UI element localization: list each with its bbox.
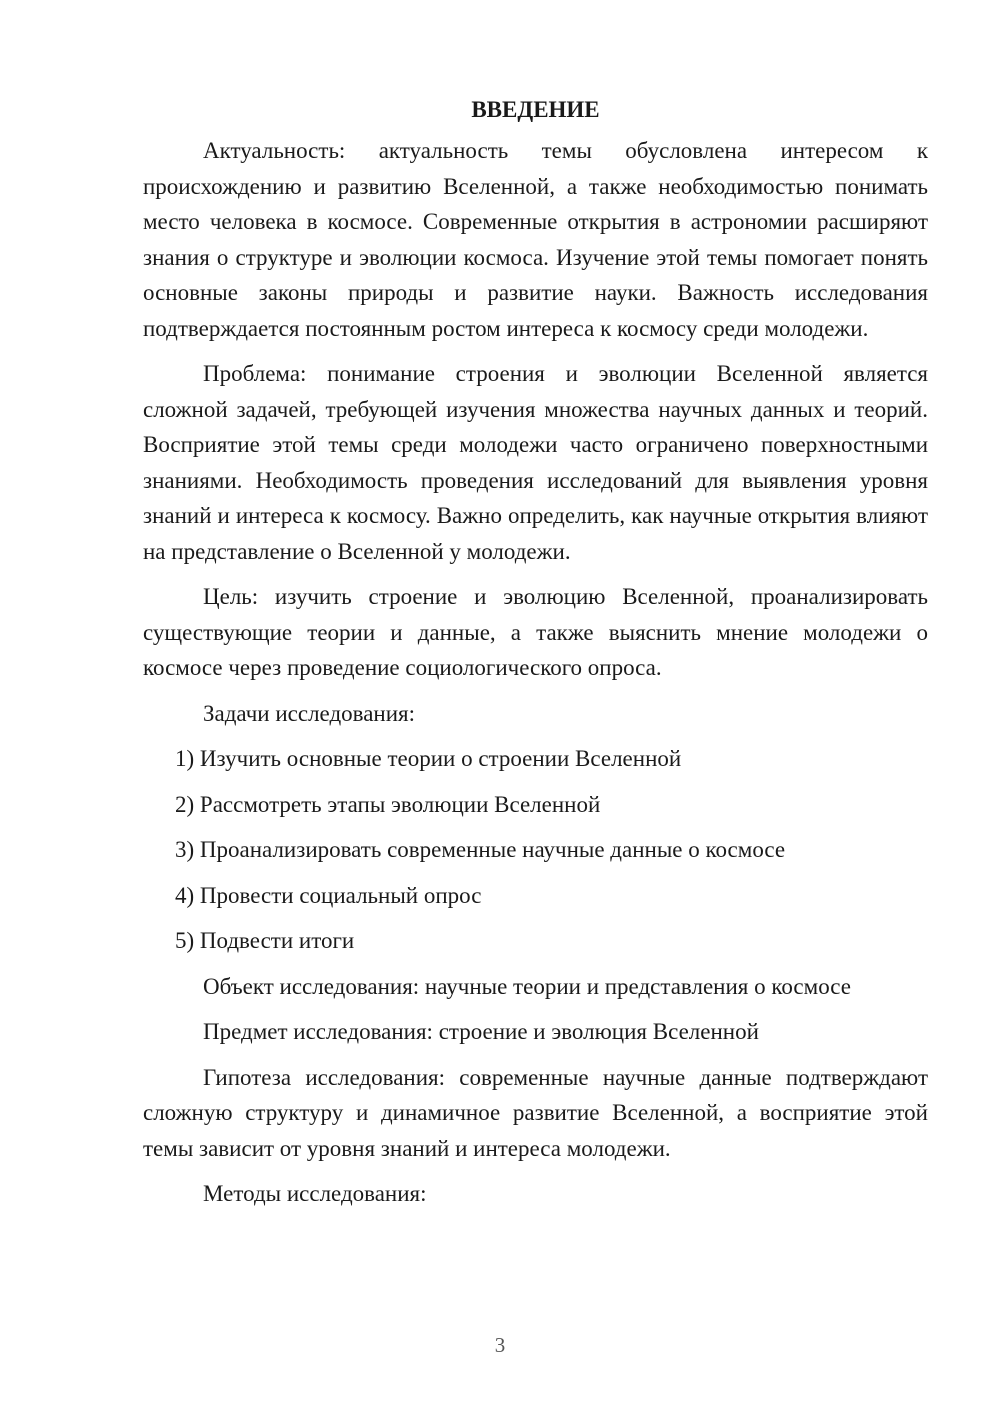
page-number: 3 [494,1333,506,1357]
problem-paragraph: Проблема: понимание строения и эволюции Вселенной является сложной задачей, требующей изучения множества научных данных и теорий. Восприятие этой темы среди молодежи часто ограничено поверхностными знаниями. Необходимость проведения исследований для выявления уровня знаний и интереса к космосу. Важно определить, как научные открытия влияют на представление о Вселенной у молодежи. [143,361,928,564]
relevance-paragraph: Актуальность: актуальность темы обусловлена интересом к происхождению и развитию Вселенной, а также необходимостью понимать место человека в космосе. Современные открытия в астрономии расширяют знания о структуре и эволюции космоса. Изучение этой темы помогает понять основные законы природы и развитие науки. Важность исследования подтверждается постоянным ростом интереса к космосу среди молодежи. [143,138,928,341]
methods-heading: Методы исследования: [203,1181,427,1206]
document-page [143,95,928,1222]
list-item: 3) Проанализировать современные научные данные о космосе [175,837,786,862]
tasks-list [143,741,928,959]
list-item: 2) Рассмотреть этапы эволюции Вселенной [175,791,601,817]
list-item: 4) Провести социальный опрос [175,882,482,908]
research-subject: Предмет исследования: строение и эволюция Вселенной [203,1019,759,1044]
research-object: Объект исследования: научные теории и представления о космосе [203,973,851,999]
page-title: ВВЕДЕНИЕ [471,97,600,122]
hypothesis-paragraph: Гипотеза исследования: современные научные данные подтверждают сложную структуру и динамичное развитие Вселенной, а восприятие этой темы зависит от уровня знаний и интереса молодежи. [143,1064,928,1161]
tasks-heading: Задачи исследования: [203,700,416,726]
list-item: 5) Подвести итоги [175,928,355,953]
goal-paragraph: Цель: изучить строение и эволюцию Вселенной, проанализировать существующие теории и данные, а также выяснить мнение молодежи о космосе через проведение социологического опроса. [143,584,928,680]
list-item: 1) Изучить основные теории о строении Вселенной [175,746,682,771]
